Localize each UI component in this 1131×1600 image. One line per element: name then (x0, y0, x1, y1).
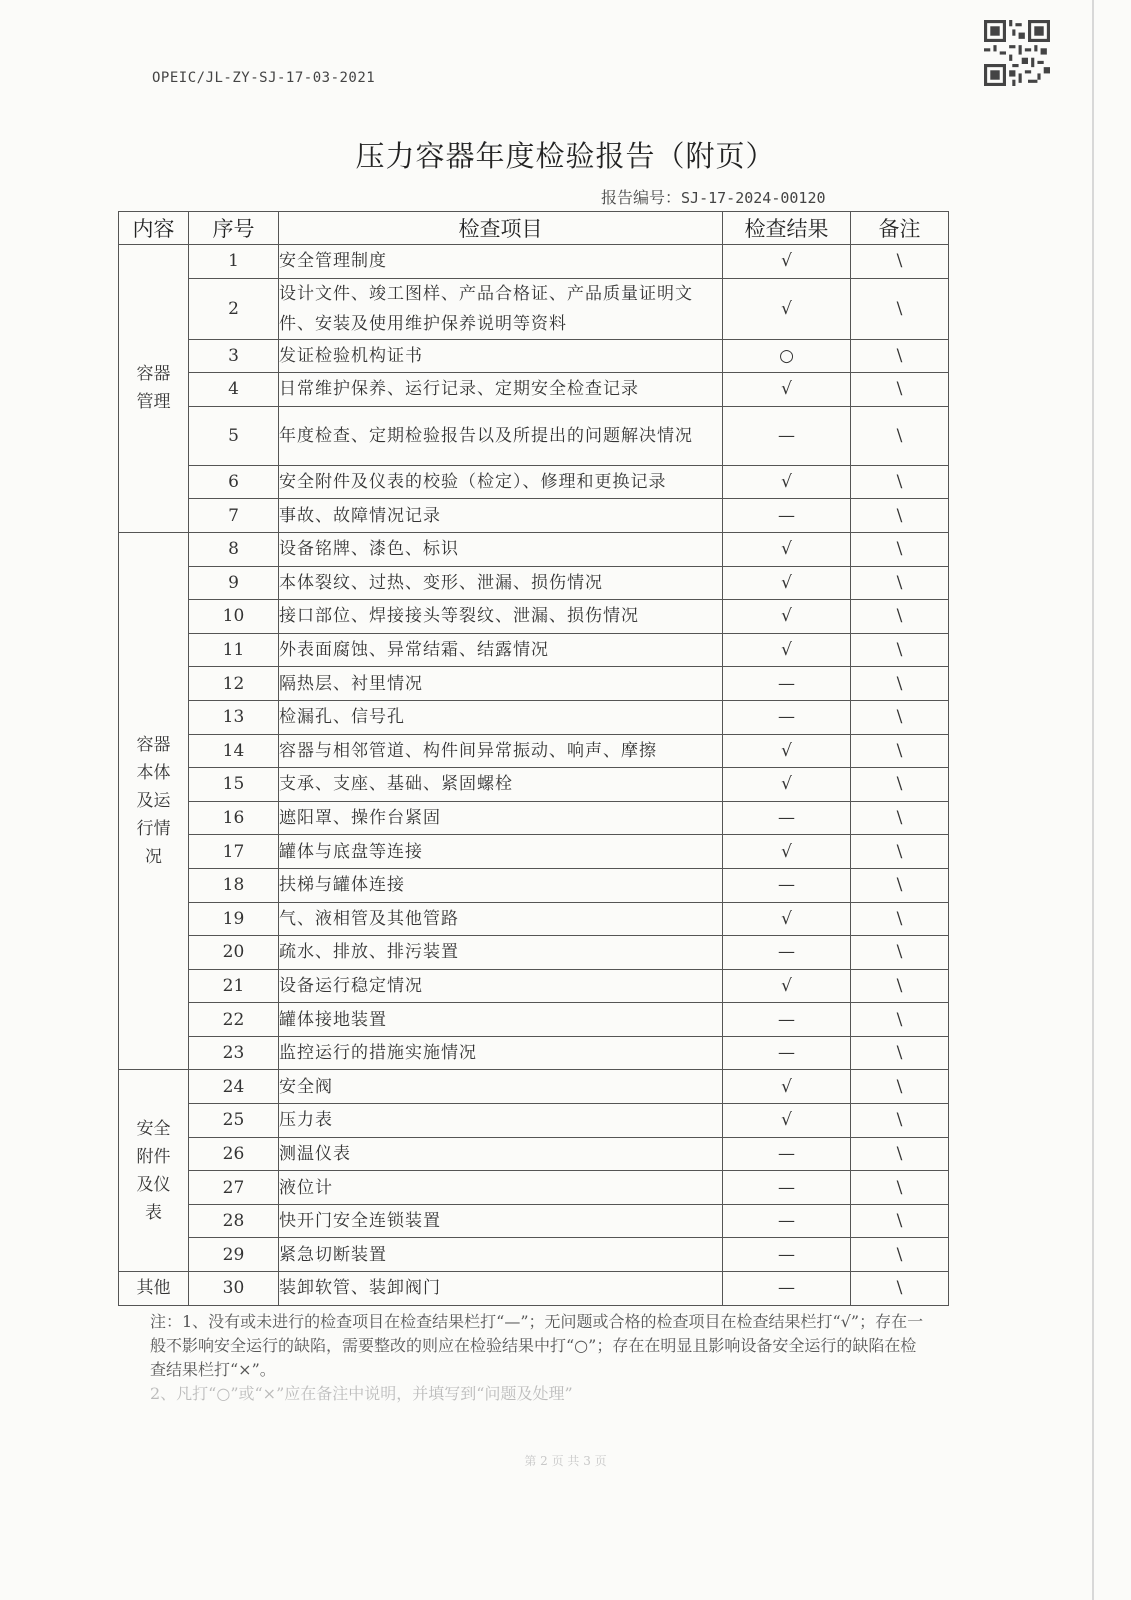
table-row (119, 969, 949, 1003)
result-cell: √ (723, 835, 851, 869)
table-row (119, 600, 949, 634)
result-cell: √ (723, 1070, 851, 1104)
result-cell: — (723, 1204, 851, 1238)
table-row (119, 801, 949, 835)
result-cell: √ (723, 373, 851, 407)
remark-cell: \ (851, 835, 949, 869)
result-cell: — (723, 1238, 851, 1272)
item-cell: 日常维护保养、运行记录、定期安全检查记录 (279, 373, 723, 407)
seq-cell: 3 (189, 339, 279, 373)
table-row (119, 734, 949, 768)
result-cell: ○ (723, 339, 851, 373)
seq-cell: 26 (189, 1137, 279, 1171)
remark-cell: \ (851, 902, 949, 936)
table-row (119, 768, 949, 802)
table-row (119, 532, 949, 566)
category-cell-other (119, 1272, 189, 1306)
table-row (119, 1036, 949, 1070)
seq-cell: 27 (189, 1171, 279, 1205)
result-cell: √ (723, 734, 851, 768)
item-cell: 疏水、排放、排污装置 (279, 936, 723, 970)
table-row (119, 373, 949, 407)
report-number (601, 185, 826, 208)
table-row (119, 406, 949, 465)
category-label: 安全附件及仪表 (136, 1118, 171, 1223)
seq-cell: 10 (189, 600, 279, 634)
remark-cell: \ (851, 465, 949, 499)
result-cell: √ (723, 532, 851, 566)
seq-cell: 17 (189, 835, 279, 869)
remark-cell: \ (851, 373, 949, 407)
item-cell: 气、液相管及其他管路 (279, 902, 723, 936)
remark-cell: \ (851, 700, 949, 734)
result-cell: — (723, 868, 851, 902)
result-cell: — (723, 667, 851, 701)
result-cell: √ (723, 465, 851, 499)
table-row (119, 936, 949, 970)
result-cell: — (723, 499, 851, 533)
remark-cell: \ (851, 1036, 949, 1070)
table-row (119, 339, 949, 373)
item-cell: 安全管理制度 (279, 245, 723, 279)
item-cell: 扶梯与罐体连接 (279, 868, 723, 902)
item-cell: 设备运行稳定情况 (279, 969, 723, 1003)
seq-cell: 28 (189, 1204, 279, 1238)
header-seq: 序号 (189, 212, 279, 245)
header-item: 检查项目 (279, 212, 723, 245)
seq-cell: 2 (189, 278, 279, 339)
seq-cell: 29 (189, 1238, 279, 1272)
result-cell: √ (723, 566, 851, 600)
remark-cell: \ (851, 633, 949, 667)
item-cell: 紧急切断装置 (279, 1238, 723, 1272)
table-row (119, 1204, 949, 1238)
result-cell: √ (723, 600, 851, 634)
item-cell: 测温仪表 (279, 1137, 723, 1171)
item-cell: 容器与相邻管道、构件间异常振动、响声、摩擦 (279, 734, 723, 768)
category-label: 其他 (136, 1278, 171, 1299)
remark-cell: \ (851, 566, 949, 600)
seq-cell: 23 (189, 1036, 279, 1070)
page-title: 压力容器年度检验报告（附页） (355, 139, 776, 173)
category-cell-accessories (119, 1070, 189, 1272)
remark-cell: \ (851, 1137, 949, 1171)
seq-cell: 24 (189, 1070, 279, 1104)
result-cell: — (723, 1272, 851, 1306)
remark-cell: \ (851, 1003, 949, 1037)
seq-cell: 14 (189, 734, 279, 768)
result-cell: — (723, 1171, 851, 1205)
notes (150, 1310, 930, 1406)
seq-cell: 16 (189, 801, 279, 835)
result-cell: — (723, 1137, 851, 1171)
table-row (119, 1070, 949, 1104)
item-cell: 支承、支座、基础、紧固螺栓 (279, 768, 723, 802)
item-cell: 接口部位、焊接接头等裂纹、泄漏、损伤情况 (279, 600, 723, 634)
result-cell: √ (723, 902, 851, 936)
table-row (119, 868, 949, 902)
item-cell: 隔热层、衬里情况 (279, 667, 723, 701)
category-cell-management (119, 245, 189, 533)
header-remark: 备注 (851, 212, 949, 245)
report-number-label: 报告编号： (601, 188, 682, 207)
seq-cell: 18 (189, 868, 279, 902)
page-footer: 第 2 页 共 3 页 (524, 1454, 607, 1468)
item-cell: 罐体与底盘等连接 (279, 835, 723, 869)
result-cell: √ (723, 768, 851, 802)
seq-cell: 6 (189, 465, 279, 499)
seq-cell: 20 (189, 936, 279, 970)
seq-cell: 25 (189, 1104, 279, 1138)
table-row (119, 1238, 949, 1272)
remark-cell: \ (851, 734, 949, 768)
table-row (119, 1003, 949, 1037)
remark-cell: \ (851, 406, 949, 465)
item-cell: 遮阳罩、操作台紧固 (279, 801, 723, 835)
remark-cell: \ (851, 768, 949, 802)
table-row (119, 835, 949, 869)
remark-cell: \ (851, 936, 949, 970)
seq-cell: 11 (189, 633, 279, 667)
result-cell: — (723, 936, 851, 970)
remark-cell: \ (851, 245, 949, 279)
item-cell: 压力表 (279, 1104, 723, 1138)
result-cell: — (723, 700, 851, 734)
item-cell: 事故、故障情况记录 (279, 499, 723, 533)
item-cell: 外表面腐蚀、异常结霜、结露情况 (279, 633, 723, 667)
item-cell: 监控运行的措施实施情况 (279, 1036, 723, 1070)
table-row (119, 566, 949, 600)
remark-cell: \ (851, 1070, 949, 1104)
remark-cell: \ (851, 801, 949, 835)
note-1: 注：1、没有或未进行的检查项目在检查结果栏打“—”；无问题或合格的检查项目在检查结果栏打“√”；存在一般不影响安全运行的缺陷，需要整改的则应在检验结果中打“○”；存在在明显且影响设备安全运行的缺陷在检查结果栏打“×”。 (150, 1312, 924, 1379)
table-row (119, 667, 949, 701)
result-cell: √ (723, 633, 851, 667)
seq-cell: 4 (189, 373, 279, 407)
table-row (119, 1137, 949, 1171)
seq-cell: 13 (189, 700, 279, 734)
remark-cell: \ (851, 1272, 949, 1306)
table-row (119, 633, 949, 667)
item-cell: 安全附件及仪表的校验（检定）、修理和更换记录 (279, 465, 723, 499)
remark-cell: \ (851, 969, 949, 1003)
seq-cell: 1 (189, 245, 279, 279)
remark-cell: \ (851, 1171, 949, 1205)
item-cell: 安全阀 (279, 1070, 723, 1104)
result-cell: — (723, 1003, 851, 1037)
seq-cell: 19 (189, 902, 279, 936)
item-cell: 快开门安全连锁装置 (279, 1204, 723, 1238)
result-cell: √ (723, 1104, 851, 1138)
table-row (119, 245, 949, 279)
remark-cell: \ (851, 499, 949, 533)
seq-cell: 5 (189, 406, 279, 465)
remark-cell: \ (851, 667, 949, 701)
scan-edge (1092, 0, 1094, 1600)
form-code: OPEIC/JL-ZY-SJ-17-03-2021 (152, 70, 376, 86)
remark-cell: \ (851, 1104, 949, 1138)
item-cell: 罐体接地装置 (279, 1003, 723, 1037)
table-row (119, 1272, 949, 1306)
note-2: 2、凡打“○”或“×”应在备注中说明，并填写到“问题及处理” (150, 1384, 573, 1403)
table-header-row (119, 212, 949, 245)
seq-cell: 12 (189, 667, 279, 701)
table-row (119, 499, 949, 533)
item-cell: 设备铭牌、漆色、标识 (279, 532, 723, 566)
category-label: 容器管理 (136, 364, 171, 413)
item-cell: 发证检验机构证书 (279, 339, 723, 373)
qr-code (984, 20, 1050, 86)
item-cell: 装卸软管、装卸阀门 (279, 1272, 723, 1306)
remark-cell: \ (851, 868, 949, 902)
result-cell: — (723, 406, 851, 465)
seq-cell: 21 (189, 969, 279, 1003)
result-cell: — (723, 801, 851, 835)
table-row (119, 465, 949, 499)
remark-cell: \ (851, 1204, 949, 1238)
remark-cell: \ (851, 339, 949, 373)
seq-cell: 8 (189, 532, 279, 566)
remark-cell: \ (851, 1238, 949, 1272)
header-category: 内容 (119, 212, 189, 245)
header-result: 检查结果 (723, 212, 851, 245)
item-cell: 本体裂纹、过热、变形、泄漏、损伤情况 (279, 566, 723, 600)
seq-cell: 9 (189, 566, 279, 600)
table-row (119, 700, 949, 734)
table-row (119, 1104, 949, 1138)
category-label: 容器本体及运行情况 (136, 735, 171, 868)
inspection-table (118, 211, 949, 1306)
table-row (119, 1171, 949, 1205)
result-cell: √ (723, 278, 851, 339)
seq-cell: 7 (189, 499, 279, 533)
category-cell-body (119, 532, 189, 1070)
seq-cell: 15 (189, 768, 279, 802)
result-cell: √ (723, 245, 851, 279)
result-cell: √ (723, 969, 851, 1003)
item-cell: 设计文件、竣工图样、产品合格证、产品质量证明文件、安装及使用维护保养说明等资料 (279, 278, 723, 339)
remark-cell: \ (851, 532, 949, 566)
item-cell: 年度检查、定期检验报告以及所提出的问题解决情况 (279, 406, 723, 465)
table-row (119, 278, 949, 339)
remark-cell: \ (851, 278, 949, 339)
report-number-value: SJ-17-2024-00120 (681, 189, 826, 207)
seq-cell: 30 (189, 1272, 279, 1306)
table-row (119, 902, 949, 936)
seq-cell: 22 (189, 1003, 279, 1037)
item-cell: 检漏孔、信号孔 (279, 700, 723, 734)
item-cell: 液位计 (279, 1171, 723, 1205)
remark-cell: \ (851, 600, 949, 634)
result-cell: — (723, 1036, 851, 1070)
